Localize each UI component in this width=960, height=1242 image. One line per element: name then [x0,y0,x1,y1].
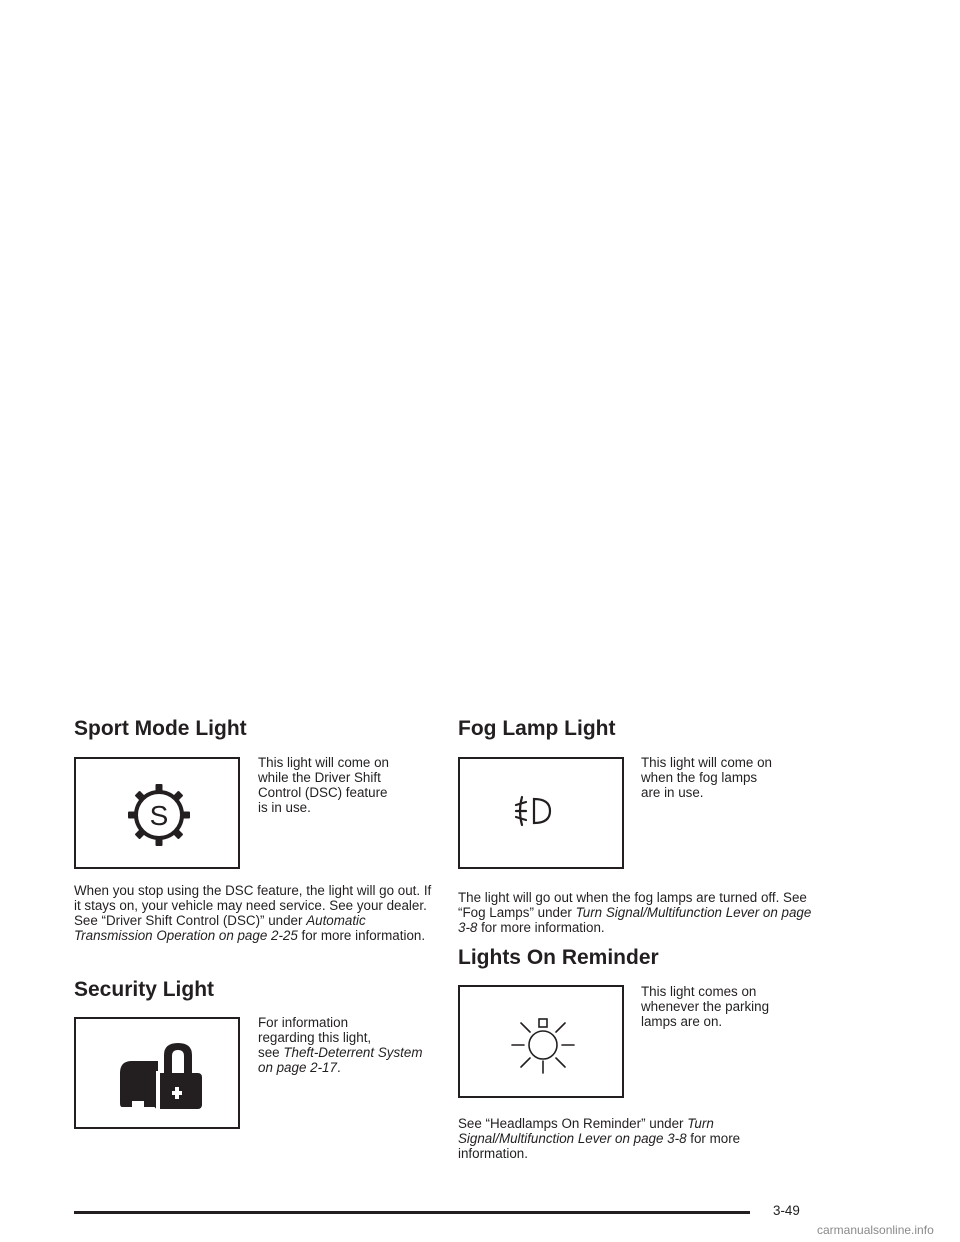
lights-on-paragraph: See “Headlamps On Reminder” under Turn Signal/Multifunction Lever on page 3-8 for more information. [458,1116,741,1161]
lights-on-link[interactable]: Turn Signal/Multifunction Lever on page 3-8 [458,1116,714,1146]
fog-lamp-paragraph: The light will go out when the fog lamps are turned off. See “Fog Lamps” under Turn Signal/Multifunction Lever on page 3-8 for more information. [458,890,812,935]
security-link[interactable]: Theft-Deterrent System on page 2-17 [258,1045,423,1075]
svg-text:S: S [149,800,169,831]
security-side-text: For information regarding this light, see Theft-Deterrent System on page 2-17. [258,1015,423,1075]
sport-mode-icon-box [74,757,240,869]
fog-lamp-icon [512,793,552,829]
lights-on-side-text: This light comes on whenever the parking lamps are on. [641,984,770,1029]
sport-mode-gear-s-icon [124,780,194,850]
fog-lamp-side-text: This light will come on when the fog lamps are in use. [641,755,772,800]
sport-mode-heading: Sport Mode Light [74,717,247,740]
fog-lamp-heading: Fog Lamp Light [458,717,616,740]
sport-mode-paragraph: When you stop using the DSC feature, the light will go out. If it stays on, your vehicle may need service. See your dealer. See “Driver Shift Control (DSC)” under Automatic Transmission Operation on page 2-25 for more information. [74,883,432,943]
parking-lamps-icon [508,1011,578,1077]
sport-mode-side-text: This light will come on while the Driver Shift Control (DSC) feature is in use. [258,755,389,815]
fog-lamp-icon-box [458,757,624,869]
security-heading: Security Light [74,978,215,1001]
lights-on-icon-box [458,985,624,1098]
fog-lamp-link[interactable]: Turn Signal/Multifunction Lever on page 3-8 [458,905,812,935]
sport-mode-link[interactable]: Automatic Transmission Operation on page 2-25 [74,913,366,943]
footer-rule [74,1211,750,1214]
security-icon-box [74,1017,240,1129]
lights-on-heading: Lights On Reminder [458,946,659,969]
page-number: 3-49 [773,1203,800,1218]
security-vehicle-lock-icon [114,1035,204,1115]
watermark: carmanualsonline.info [817,1223,934,1237]
